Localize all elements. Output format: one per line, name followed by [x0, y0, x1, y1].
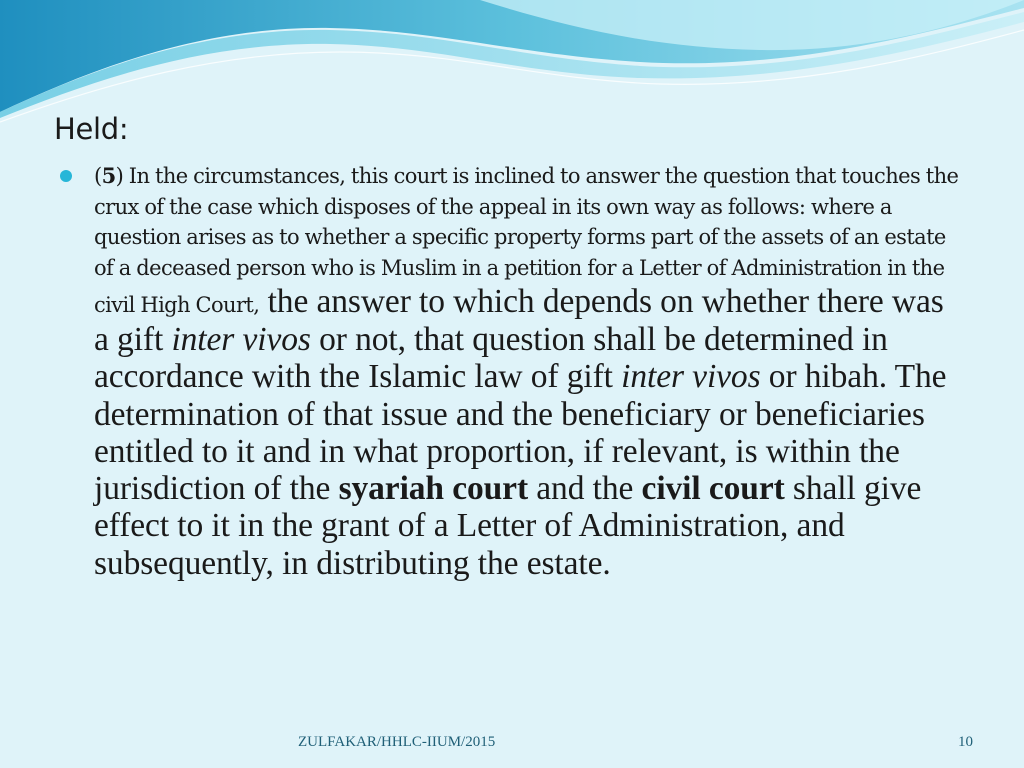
bold-civil-court: civil court: [641, 470, 785, 508]
number-value: 5: [101, 163, 116, 188]
paragraph-large-text-1: the answer to which depends on whether there was a gift: [94, 283, 944, 358]
footer-text: ZULFAKAR/HHLC-IIUM/2015: [298, 734, 496, 750]
header-wave-decoration: [0, 0, 1024, 130]
bold-syariah-court: syariah court: [338, 470, 529, 508]
paragraph-large-text-2: or not, that question shall be determined in accordance with the Islamic law of gift: [94, 320, 888, 396]
paragraph-large-text-4: and the: [528, 470, 642, 508]
bullet-icon: [60, 170, 72, 182]
paragraph-large-text-3: or hibah. The determination of that issue and the beneficiary or beneficiaries entitled to it and in what proportion, if relevant, is within the jurisdiction of the: [94, 358, 947, 508]
slide-title: Held:: [54, 112, 129, 146]
number-open-paren: (: [94, 164, 102, 188]
italic-inter-vivos-1: inter vivos: [171, 320, 311, 358]
page-number: 10: [958, 734, 973, 750]
paragraph-number: [94, 164, 123, 188]
italic-inter-vivos-2: inter vivos: [621, 358, 761, 396]
paragraph-small-text: In the circumstances, this court is inclined to answer the question that touches the crux of the case which disposes of the appeal in its own way as follows: where a question arises as to whether a specific property forms part of the assets of an estate of a deceased person who is Muslim in a petition for a Letter of Administration in the civil High Court,: [94, 164, 959, 318]
held-paragraph: [94, 161, 964, 582]
number-close-paren: ): [115, 164, 124, 188]
paragraph-large-text-5: shall give effect to it in the grant of a Letter of Administration, and subsequently, in distributing the estate.: [94, 470, 922, 582]
